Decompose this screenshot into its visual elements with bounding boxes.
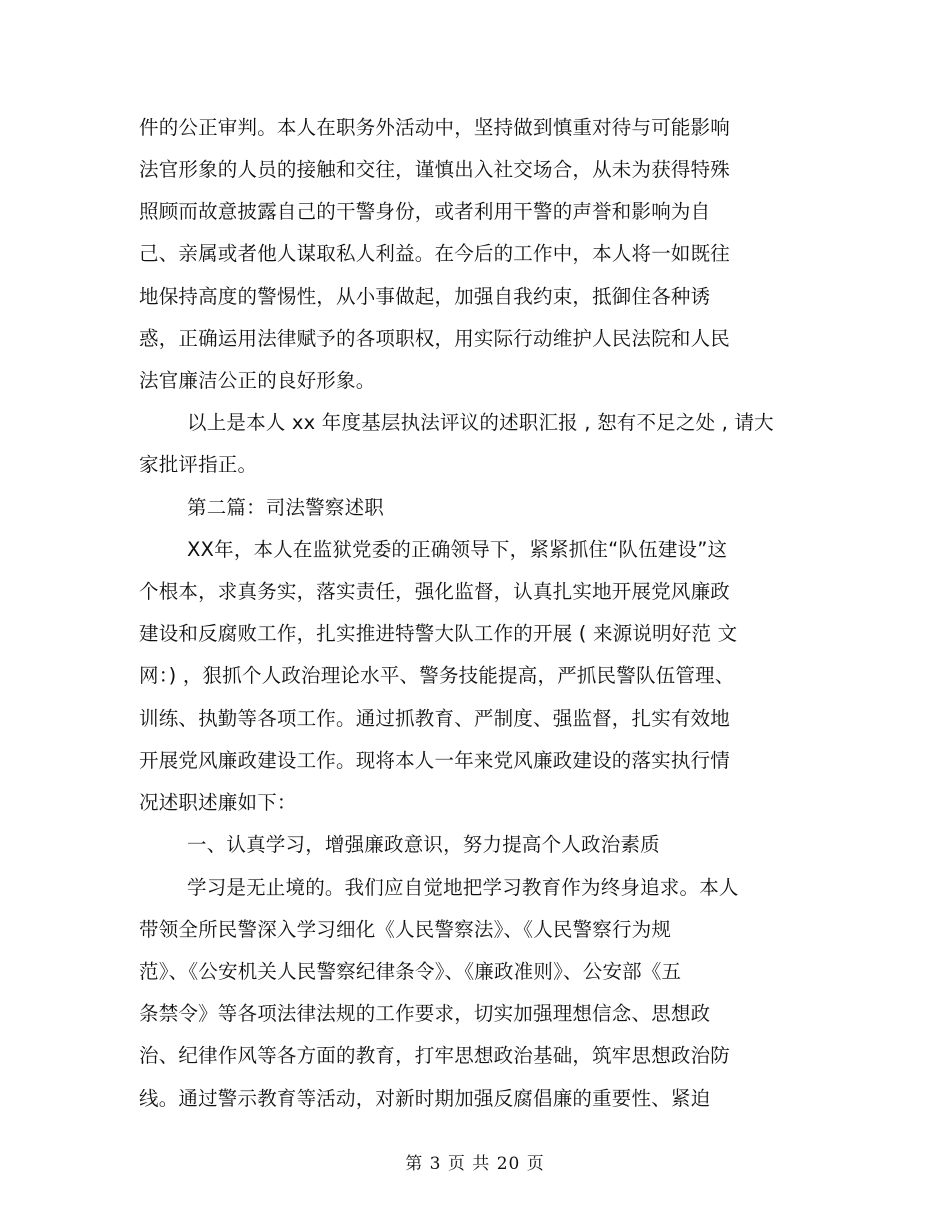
page-number-footer: 第 3 页 共 20 页 <box>405 1154 545 1174</box>
text-line: 件的公正审判。本人在职务外活动中，坚持做到慎重对待与可能影响 <box>139 116 731 139</box>
text-line: 开展党风廉政建设工作。现将本人一年来党风廉政建设的落实执行情 <box>139 749 731 772</box>
text-line: 条禁令》等各项法律法规的工作要求，切实加强理想信念、思想政 <box>139 1002 711 1025</box>
text-line: 训练、执勤等各项工作。通过抓教育、严制度、强监督，扎实有效地 <box>139 707 731 730</box>
text-line: 个根本，求真务实，落实责任，强化监督，认真扎实地开展党风廉政 <box>139 580 731 603</box>
text-line: 己、亲属或者他人谋取私人利益。在今后的工作中，本人将一如既往 <box>139 242 731 265</box>
text-line: 治、纪律作风等各方面的教育，打牢思想政治基础，筑牢思想政治防 <box>139 1044 731 1067</box>
text-line: 惑，正确运用法律赋予的各项职权，用实际行动维护人民法院和人民 <box>139 327 731 350</box>
text-line: 网：) ，狠抓个人政治理论水平、警务技能提高，严抓民警队伍管理、 <box>139 664 735 687</box>
section-heading: 第二篇：司法警察述职 <box>187 496 385 519</box>
subsection-heading: 一、认真学习，增强廉政意识，努力提高个人政治素质 <box>187 833 660 856</box>
text-line: XX年，本人在监狱党委的正确领导下，紧紧抓住“队伍建设”这 <box>187 538 728 561</box>
text-line: 法官廉洁公正的良好形象。 <box>139 369 376 392</box>
text-line: 线。通过警示教育等活动，对新时期加强反腐倡廉的重要性、紧迫 <box>139 1087 711 1110</box>
text-line: 建设和反腐败工作，扎实推进特警大队工作的开展 ( 来源说明好范 文 <box>139 622 738 645</box>
text-line: 况述职述廉如下： <box>139 791 297 814</box>
text-line: 范》、《公安机关人民警察纪律条令》、《廉政准则》、公安部《五 <box>139 960 682 983</box>
text-line: 学习是无止境的。我们应自觉地把学习教育作为终身追求。本人 <box>187 876 739 899</box>
text-line: 家批评指正。 <box>139 453 258 476</box>
text-line: 法官形象的人员的接触和交往，谨慎出入社交场合，从未为获得特殊 <box>139 158 731 181</box>
text-line: 照顾而故意披露自己的干警身份，或者利用干警的声誉和影响为自 <box>139 200 711 223</box>
text-line: 地保持高度的警惕性，从小事做起，加强自我约束，抵御住各种诱 <box>139 285 711 308</box>
text-line: 以上是本人 xx 年度基层执法评议的述职汇报 , 恕有不足之处 , 请大 <box>187 411 774 434</box>
text-line: 带领全所民警深入学习细化《人民警察法》、《人民警察行为规 <box>139 918 672 941</box>
